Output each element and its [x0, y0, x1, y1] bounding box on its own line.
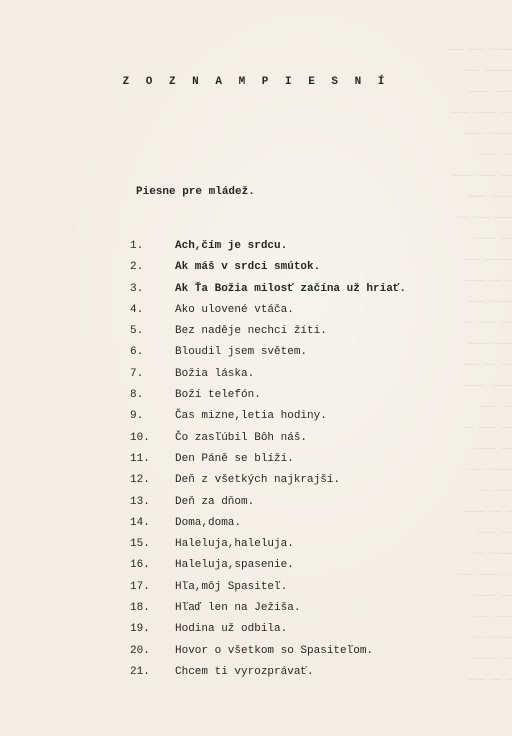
item-title: Hodina už odbila.: [175, 623, 288, 636]
list-item: [0, 236, 512, 257]
page-title: Z O Z N A M P I E S N Í: [122, 76, 390, 88]
item-title: Bez naděje nechci žíti.: [175, 325, 327, 338]
list-item: [0, 470, 512, 491]
item-number: 3.: [130, 282, 144, 295]
list-item: [0, 513, 512, 534]
item-number: 14.: [130, 516, 150, 529]
item-number: 9.: [130, 410, 144, 423]
item-title: Čo zasľúbil Bôh náš.: [175, 431, 308, 444]
item-number: 4.: [130, 303, 144, 316]
item-number: 7.: [130, 367, 144, 380]
list-item: [0, 449, 512, 470]
item-title: Doma,doma.: [175, 516, 242, 529]
item-title: Haleluja,haleluja.: [175, 538, 294, 551]
item-number: 15.: [130, 538, 150, 551]
item-number: 13.: [130, 495, 150, 508]
list-item: [0, 300, 512, 321]
item-title: Hľa,môj Spasiteľ.: [175, 580, 288, 593]
list-item: [0, 641, 512, 662]
item-title: Deň z všetkých najkrajší.: [175, 474, 341, 487]
item-number: 6.: [130, 346, 144, 359]
list-item: [0, 598, 512, 619]
item-title: Chcem ti vyrozprávať.: [175, 665, 314, 678]
item-title: Ak Ťa Božia milosť začína už hriať.: [175, 282, 407, 295]
list-item: [0, 619, 512, 640]
list-item: [0, 342, 512, 363]
list-item: [0, 492, 512, 513]
item-title: Ako ulovené vtáča.: [175, 303, 294, 316]
list-item: [0, 662, 512, 683]
item-number: 1.: [130, 240, 144, 252]
list-item: [0, 555, 512, 576]
item-number: 12.: [130, 474, 150, 487]
list-item: [0, 257, 512, 278]
item-number: 11.: [130, 452, 150, 465]
item-number: 20.: [130, 644, 150, 657]
list-item: [0, 577, 512, 598]
item-number: 16.: [130, 559, 150, 572]
item-title: Ach,čím je srdcu.: [175, 240, 288, 252]
list-item: [0, 385, 512, 406]
bleed-through-texture: ─── ─── ──── ─── ───── ──── ─── ─── ──── ── ──── ──── ─── ── ──── ─── ── ─── ──── ── ─── ─── ──── ── ─── ───── ──── ── ─ ─── ──── ── ─── ── ──── ─── ─── ── ── ──── ──── ─── ── ── ─── ── ──── ── ─── ──── ── ─── ──── ── ─ ─── ── ── ──── ─── ──── ─ ──── ── ─── ─── ── ──── ──── ── ─── ── ─: [447, 45, 512, 685]
item-number: 8.: [130, 389, 144, 402]
item-title: Den Páně se blíží.: [175, 452, 294, 465]
song-list: [0, 236, 512, 683]
list-item: [0, 279, 512, 300]
item-number: 18.: [130, 602, 150, 615]
item-title: Bloudil jsem světem.: [175, 346, 308, 359]
item-title: Čas mizne,letia hodiny.: [175, 410, 327, 423]
item-number: 19.: [130, 623, 150, 636]
item-number: 2.: [130, 261, 144, 274]
item-title: Božia láska.: [175, 367, 255, 380]
item-title: Hľaď len na Ježiša.: [175, 602, 301, 615]
item-title: Hovor o všetkom so Spasiteľom.: [175, 644, 374, 657]
item-number: 21.: [130, 665, 150, 678]
list-item: [0, 321, 512, 342]
item-number: 10.: [130, 431, 150, 444]
list-item: [0, 364, 512, 385]
item-title: Haleluja,spasenie.: [175, 559, 294, 572]
item-title: Boží telefón.: [175, 389, 261, 402]
list-item: [0, 534, 512, 555]
item-title: Ak máš v srdci smútok.: [175, 261, 321, 274]
list-item: [0, 406, 512, 427]
section-heading: Piesne pre mládež.: [136, 186, 255, 198]
list-item: [0, 428, 512, 449]
item-number: 5.: [130, 325, 144, 338]
item-title: Deň za dňom.: [175, 495, 255, 508]
item-number: 17.: [130, 580, 150, 593]
